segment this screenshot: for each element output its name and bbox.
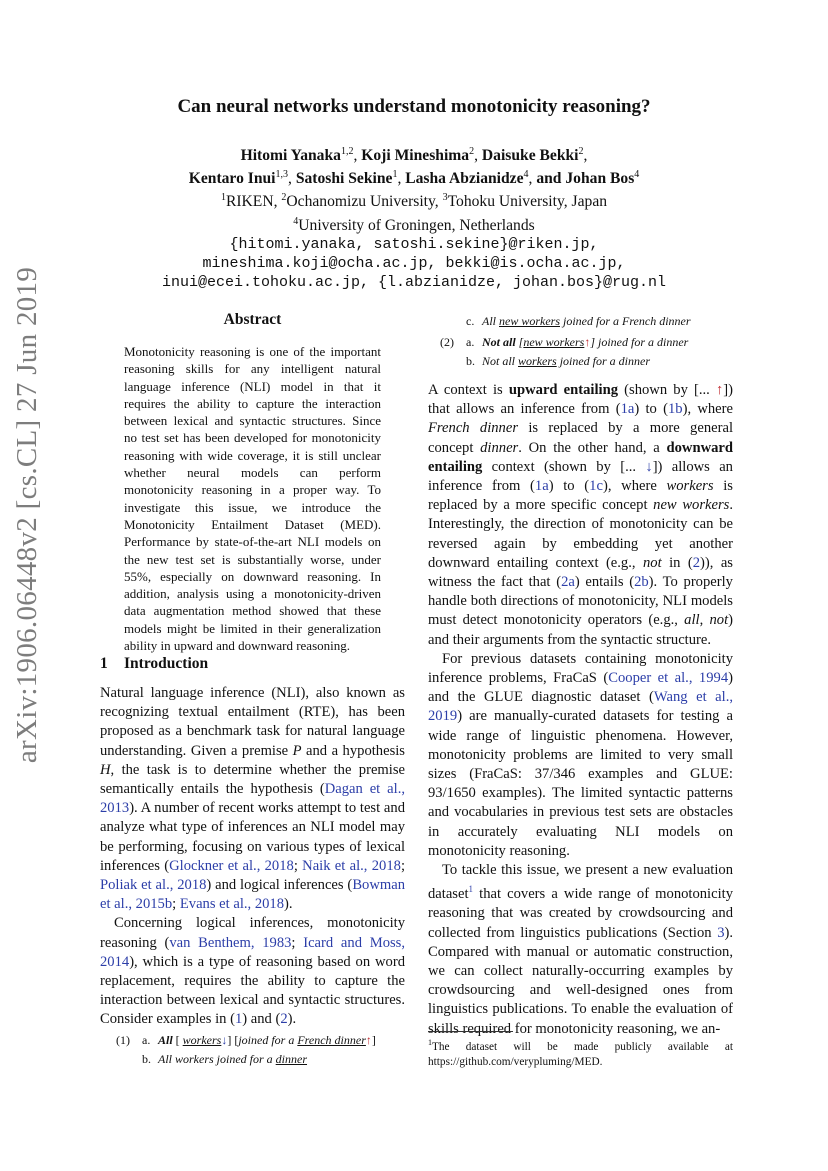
text: ) to ( bbox=[634, 401, 668, 418]
section-title: Introduction bbox=[124, 655, 209, 672]
affiliation: University of Groningen, Netherlands bbox=[298, 216, 535, 234]
author-name: Johan Bos bbox=[565, 170, 635, 188]
up-arrow-icon: ↑ bbox=[584, 335, 591, 349]
text: A context is bbox=[428, 382, 509, 398]
footnote-divider bbox=[428, 1031, 513, 1032]
text: ). To properly handle both directions of monotonicity, NLI models must detect monotonicity operators (e.g., bbox=[428, 574, 733, 629]
text: [ bbox=[515, 335, 524, 349]
text: . Interestingly, the direction of monotonicity can be reversed again by embedding yet another downward entailing context (e.g., bbox=[428, 497, 733, 571]
text: ] [ bbox=[227, 1033, 239, 1047]
affiliation-line-1 bbox=[100, 188, 728, 211]
email-line-2[interactable]: mineshima.koji@ocha.ac.jp, bekki@is.ocha.ac.jp, bbox=[202, 254, 626, 272]
math-var: P bbox=[292, 742, 302, 759]
example-ref-link[interactable]: 1a bbox=[620, 401, 635, 418]
text: For previous datasets containing monotonicity inference problems, FraCaS ( bbox=[428, 650, 733, 687]
example-ref-link[interactable]: 1 bbox=[234, 1011, 243, 1028]
author-name: Kentaro Inui bbox=[188, 170, 276, 188]
math-var: H bbox=[100, 761, 111, 778]
footnote-number: 1 bbox=[428, 1038, 432, 1047]
italic-term: all bbox=[684, 612, 700, 629]
citation-link[interactable]: van Benthem, 1983 bbox=[169, 934, 292, 951]
example-ref-link[interactable]: 1a bbox=[534, 478, 549, 495]
example-1 bbox=[116, 1031, 416, 1069]
section-number: 1 bbox=[100, 655, 108, 672]
text: workers bbox=[518, 354, 557, 368]
paragraph bbox=[100, 914, 405, 1029]
section-heading bbox=[100, 655, 208, 673]
footnote-ref-link[interactable]: 1 bbox=[468, 884, 474, 895]
italic-term: dinner bbox=[480, 439, 519, 456]
citation-link[interactable]: Dagan et al., 2013 bbox=[100, 781, 405, 817]
bold-term: downward entailing bbox=[428, 439, 733, 475]
text: is replaced by a more specific concept bbox=[428, 478, 733, 514]
example-label: b. bbox=[466, 354, 475, 368]
text: ) entails ( bbox=[574, 574, 635, 591]
left-column-body bbox=[100, 684, 405, 1030]
affiliation: Ochanomizu University, bbox=[286, 193, 443, 211]
text: ) are manually-curated datasets for testing a wide range of linguistic phenomena. However, monotonicity problems are limited to very small sizes (FraCaS: 37/346 examples and GLUE: 93/1650 examples). The limited syntactic patterns and vocabularies in previous test sets are obstacles in accurately evaluating NLI models on monotonicity reasoning. bbox=[428, 708, 733, 859]
text: Natural language inference (NLI), also known as recognizing textual entailment (RTE), has been proposed as a benchmark task for natural language understanding. Given a premise bbox=[100, 685, 405, 759]
text: ) and logical inferences ( bbox=[206, 877, 353, 894]
text: new workers bbox=[499, 314, 560, 328]
italic-term: not bbox=[642, 554, 662, 571]
text: in ( bbox=[661, 554, 693, 571]
paragraph bbox=[100, 684, 405, 914]
bold-term: upward entailing bbox=[508, 382, 619, 398]
quantifier: All bbox=[158, 1033, 173, 1047]
example-number: (1) bbox=[116, 1033, 130, 1047]
text: dinner bbox=[275, 1052, 308, 1066]
author-name: Koji Mineshima bbox=[361, 147, 470, 165]
author-affil: 4 bbox=[523, 169, 529, 181]
author-affil: 1,2 bbox=[340, 146, 354, 157]
citation-link[interactable]: Wang et al., 2019 bbox=[428, 689, 733, 725]
author-affil: 1,3 bbox=[275, 169, 289, 181]
text: All bbox=[482, 314, 499, 328]
example-1b bbox=[116, 1050, 416, 1069]
text: that covers a wide range of monotonicity reasoning that was created by crowdsourcing and collected from linguistics publications (Section bbox=[428, 886, 733, 941]
citation-link[interactable]: Glockner et al., 2018 bbox=[169, 857, 294, 874]
text: ] bbox=[371, 1033, 376, 1047]
text: ) and the GLUE diagnostic dataset ( bbox=[428, 670, 733, 706]
citation-link[interactable]: Cooper et al., 1994 bbox=[608, 670, 729, 687]
text: ). bbox=[287, 1011, 297, 1028]
affil-mark: 3 bbox=[442, 192, 448, 204]
example-ref-link[interactable]: 2 bbox=[280, 1011, 288, 1028]
text: , bbox=[699, 612, 710, 629]
text: . On the other hand, a bbox=[518, 439, 667, 456]
author-and: and bbox=[536, 170, 562, 188]
text: joined for a French dinner bbox=[560, 314, 691, 328]
text: Concerning logical inferences, monotonicity reasoning ( bbox=[100, 915, 405, 951]
author-affil: 2 bbox=[578, 146, 584, 157]
italic-term: French dinner bbox=[428, 420, 519, 437]
citation-link[interactable]: Poliak et al., 2018 bbox=[100, 877, 207, 894]
abstract-text: Monotonicity reasoning is one of the important reasoning skills for any intelligent natural language inference (NLI) model in that it requires the ability to capture the interaction between lexical and syntactic structures. Since no test set has been developed for monotonicity reasoning with wide coverage, it is still unclear whether neural models can perform monotonicity reasoning in a proper way. To investigate this issue, we introduce the Monotonicity Entailment Dataset (MED). Performance by state-of-the-art NLI models on the new test set is substantially worse, under 55%, especially on downward reasoning. In addition, analysis using a monotonicity-driven data augmentation method showed that these models might be limited in their generalization ability in upward and downward reasoning. bbox=[124, 344, 381, 654]
text: All workers joined for a bbox=[158, 1052, 276, 1066]
text: joined for a dinner bbox=[556, 354, 651, 368]
affil-mark: 4 bbox=[293, 215, 299, 227]
text: ) and their arguments from the syntactic structure. bbox=[428, 612, 734, 648]
text: ; bbox=[400, 857, 405, 874]
text: ] joined for a dinner bbox=[590, 335, 689, 349]
affil-mark: 1 bbox=[220, 192, 226, 204]
quantifier: Not all bbox=[482, 335, 516, 349]
citation-link[interactable]: Evans et al., 2018 bbox=[179, 896, 285, 913]
text: ; bbox=[172, 896, 180, 913]
text: (shown by [... bbox=[618, 382, 716, 398]
citation-link[interactable]: Naik et al., 2018 bbox=[302, 857, 401, 874]
italic-term: workers bbox=[666, 478, 714, 495]
text: ; bbox=[291, 934, 304, 951]
citation-link[interactable]: Icard and Moss, 2014 bbox=[100, 934, 406, 970]
abstract-heading: Abstract bbox=[223, 311, 282, 328]
example-2a bbox=[440, 333, 740, 352]
text: ]) that allows an inference from ( bbox=[428, 382, 734, 418]
right-column-body bbox=[428, 381, 733, 1039]
text: ), where bbox=[602, 478, 667, 495]
author-affil: 1 bbox=[392, 169, 398, 181]
example-label: a. bbox=[466, 335, 475, 349]
paper-title: Can neural networks understand monotonicity reasoning? bbox=[177, 96, 651, 117]
footnote bbox=[428, 1035, 733, 1070]
affiliation: Tohoku University, Japan bbox=[447, 193, 608, 211]
paragraph bbox=[428, 650, 733, 861]
author-line-1: Hitomi Yanaka$^{1,2}$, Koji Mineshima$^2$, Daisuke Bekki$^2$, bbox=[240, 146, 588, 165]
text: ; bbox=[293, 857, 303, 874]
arxiv-stamp: arXiv:1906.06448v2 [cs.CL] 27 Jun 2019 bbox=[11, 266, 43, 764]
author-line-2: Kentaro Inui$^{1,3}$, Satoshi Sekine$^1$, Lasha Abzianidze$^4$, and Johan Bos$^4$ bbox=[188, 169, 640, 188]
paragraph bbox=[428, 381, 733, 650]
citation-link[interactable]: Bowman et al., 2015b bbox=[100, 877, 406, 913]
author-name: Hitomi Yanaka bbox=[240, 147, 341, 165]
text: ), which is a type of reasoning based on word replacement, requires the ability to capture the interaction between lexical and syntactic structures. Consider examples in ( bbox=[100, 953, 405, 1028]
example-ref-link[interactable]: 1b bbox=[667, 401, 683, 418]
text: ). A number of recent works attempt to test and analyze what type of inferences an NLI model may be performing, focusing on various types of lexical inferences ( bbox=[100, 800, 405, 874]
example-1a bbox=[116, 1031, 416, 1050]
example-ref-link[interactable]: 2b bbox=[634, 574, 649, 591]
author-name: Satoshi Sekine bbox=[295, 170, 393, 188]
example-1c-and-2 bbox=[440, 312, 740, 371]
text: ) and ( bbox=[242, 1011, 281, 1028]
example-number: (2) bbox=[440, 335, 454, 349]
example-2b bbox=[440, 352, 740, 371]
author-name: Daisuke Bekki bbox=[481, 147, 579, 165]
text: Not all bbox=[482, 354, 519, 368]
text: French dinner bbox=[297, 1033, 366, 1047]
down-arrow-icon: ↓ bbox=[221, 1033, 228, 1047]
author-block bbox=[100, 142, 728, 292]
text: )), as witness the fact that ( bbox=[428, 554, 733, 591]
paragraph bbox=[428, 861, 733, 1039]
text: context (shown by [... bbox=[482, 458, 646, 475]
text: ) to ( bbox=[548, 478, 590, 495]
affiliation-line-2 bbox=[100, 212, 728, 235]
text: joined for a bbox=[238, 1033, 298, 1047]
text: and a hypothesis bbox=[301, 742, 405, 759]
section-ref-link[interactable]: 3 bbox=[717, 924, 725, 941]
text: is replaced by a more general concept bbox=[428, 420, 733, 456]
text: , the task is to determine whether the premise semantically entails the hypothesis ( bbox=[100, 761, 405, 798]
example-label: b. bbox=[142, 1052, 151, 1066]
text: [ bbox=[172, 1033, 183, 1047]
author-affil: 2 bbox=[469, 146, 475, 157]
email-line-3[interactable]: inui@ecei.tohoku.ac.jp, {l.abzianidze, johan.bos}@rug.nl bbox=[161, 273, 667, 291]
text: ), where bbox=[682, 401, 734, 418]
italic-term: not bbox=[709, 612, 729, 629]
text: new workers bbox=[523, 335, 585, 349]
text: ). Compared with manual or automatic construction, we can collect naturally-occurring examples by crowdsourcing and well-designed ones from linguistics publications. To enable the evaluation of skills required for monotonicity reasoning, we an- bbox=[428, 924, 733, 1037]
author-name: Lasha Abzianidze bbox=[405, 170, 524, 188]
text: ]) allows an inference from ( bbox=[428, 458, 733, 495]
author-affil: 4 bbox=[634, 169, 640, 181]
example-label: a. bbox=[142, 1033, 151, 1047]
email-line-1[interactable]: {hitomi.yanaka, satoshi.sekine}@riken.jp, bbox=[229, 235, 599, 253]
example-ref-link[interactable]: 1c bbox=[589, 478, 603, 495]
example-1c bbox=[440, 312, 740, 331]
example-ref-link[interactable]: 2 bbox=[692, 554, 701, 571]
footnote-text: The dataset will be made publicly available at https://github.com/verypluming/MED. bbox=[428, 1040, 733, 1068]
up-arrow-icon: ↑ bbox=[365, 1033, 372, 1047]
example-label: c. bbox=[466, 314, 475, 328]
example-ref-link[interactable]: 2a bbox=[561, 574, 575, 591]
down-arrow-icon: ↓ bbox=[645, 458, 653, 475]
affiliation: RIKEN, bbox=[225, 193, 282, 211]
text: workers bbox=[182, 1033, 222, 1047]
affil-mark: 2 bbox=[281, 192, 287, 204]
text: To tackle this issue, we present a new evaluation dataset bbox=[428, 862, 733, 903]
italic-term: new workers bbox=[653, 497, 730, 514]
up-arrow-icon: ↑ bbox=[715, 382, 724, 398]
text: ). bbox=[284, 896, 293, 913]
